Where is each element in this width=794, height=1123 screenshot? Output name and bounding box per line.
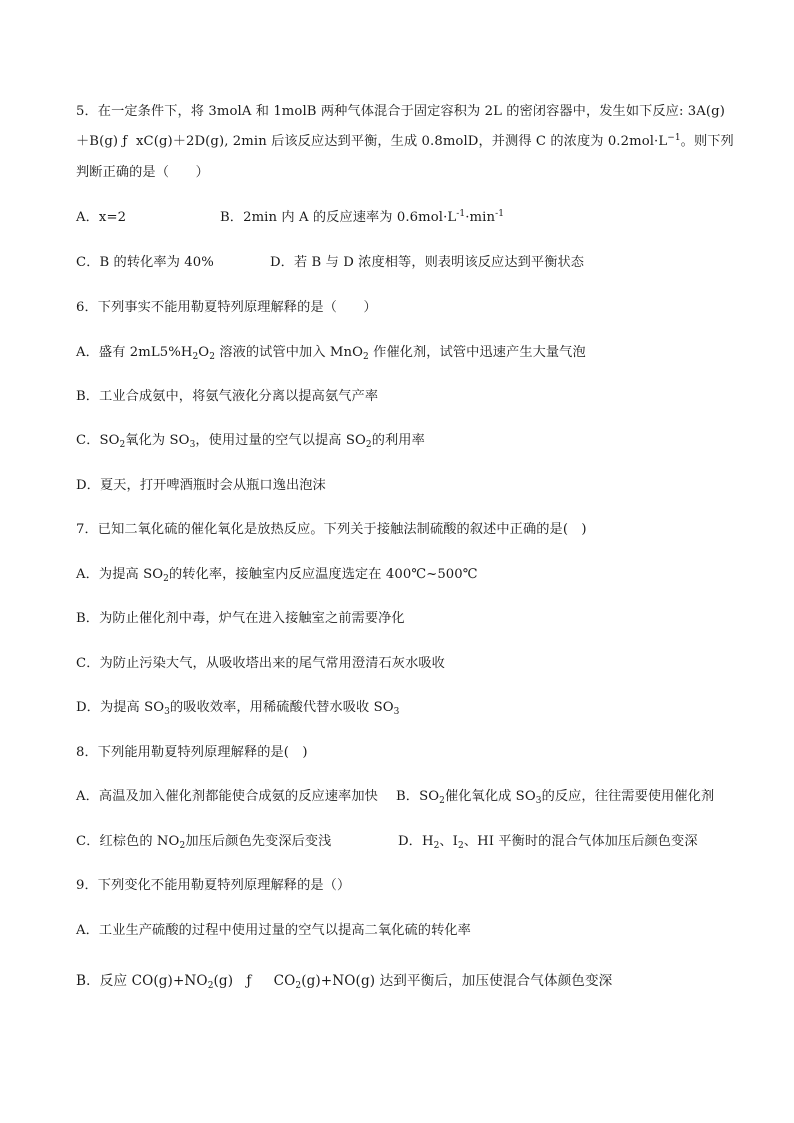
q9-option-b: [76, 972, 734, 990]
q6-option-c-text3: ，使用过量的空气以提高 SO: [195, 433, 366, 448]
q8-option-d-sub2: 2: [458, 841, 464, 851]
q5-stem-text3: 判断正确的是（ ）: [76, 165, 209, 180]
q7-option-c: [76, 655, 734, 673]
q9-option-a-text: A．工业生产硫酸的过程中使用过量的空气以提高二氧化硫的转化率: [76, 923, 471, 938]
q7-option-d-sub1: 3: [164, 707, 170, 717]
q5-option-a: A．x=2: [76, 210, 127, 225]
q8-option-c: [76, 834, 331, 849]
q5-option-b-sup1: -1: [456, 209, 466, 219]
q6-option-a-sub1: 2: [192, 352, 199, 362]
q8-option-b-text2: 催化氧化成 SO: [444, 789, 536, 804]
q7-option-b-text: B．为防止催化剂中毒，炉气在进入接触室之前需要净化: [76, 611, 405, 626]
q5-option-b-text2: ·min: [465, 210, 496, 225]
q7-option-c-text: C．为防止污染大气，从吸收塔出来的尾气常用澄清石灰水吸收: [76, 656, 445, 671]
q6-option-c-sub1: 2: [119, 440, 126, 450]
q6-option-c-sub2: 3: [189, 440, 196, 450]
q7-option-a-text2: 的转化率，接触室内反应温度选定在 400℃~500℃: [168, 567, 478, 582]
q8-options-row1: [76, 788, 734, 806]
q8-option-a: A．高温及加入催化剂都能使合成氨的反应速率加快: [76, 789, 378, 804]
q8-option-c-text2: 加压后颜色先变深后变浅: [185, 834, 332, 849]
q5-stem-line2: [76, 133, 734, 151]
q6-option-a-text3: 溶液的试管中加入 MnO: [215, 345, 364, 360]
q7-option-d: [76, 699, 734, 717]
q8-option-d-text1: D．H: [398, 834, 434, 849]
q5-stem-text2b: 。则下列: [680, 134, 734, 149]
q9-option-b-sub1: 2: [207, 981, 214, 991]
q5-options-row1: [76, 209, 734, 227]
q5-unit-superscript: −1: [667, 133, 681, 143]
q5-stem-line3: [76, 164, 734, 182]
q7-option-a: [76, 566, 734, 584]
q7-stem-text: 7．已知二氧化硫的催化氧化是放热反应。下列关于接触法制硫酸的叙述中正确的是( ): [76, 522, 587, 537]
q8-option-b-text1: B．SO: [396, 789, 440, 804]
q5-option-b-text1: B．2min 内 A 的反应速率为 0.6mol·L: [220, 210, 457, 225]
q5-option-d: D．若 B 与 D 浓度相等，则表明该反应达到平衡状态: [270, 255, 585, 270]
q7-stem: [76, 521, 734, 539]
q7-option-a-text1: A．为提高 SO: [76, 567, 164, 582]
q6-option-a-text2: O: [198, 345, 210, 360]
q8-option-b-text3: 的反应，往往需要使用催化剂: [541, 789, 715, 804]
q8-option-c-sub1: 2: [179, 841, 186, 851]
q7-option-d-sub2: 3: [393, 707, 400, 717]
q6-option-c-text4: 的利用率: [371, 433, 425, 448]
q6-option-a-text1: A．盛有 2mL5%H: [76, 345, 193, 360]
q8-option-b-sub1: 2: [439, 796, 445, 806]
q6-option-d-text: D．夏天，打开啤酒瓶时会从瓶口逸出泡沫: [76, 478, 326, 493]
q6-option-b: [76, 388, 734, 406]
q5-option-b-sup2: -1: [495, 209, 505, 219]
q6-stem-text: 6．下列事实不能用勒夏特列原理解释的是（ ）: [76, 300, 377, 315]
q5-options-row2: [76, 254, 734, 272]
q6-option-a: [76, 344, 734, 362]
q9-option-b-text1: B．反应 CO(g)+NO: [76, 973, 208, 989]
q7-option-b: [76, 610, 734, 628]
q6-option-d: [76, 477, 734, 495]
q6-option-c-sub3: 2: [365, 440, 372, 450]
q6-option-c-text2: 氧化为 SO: [125, 433, 190, 448]
q5-stem-text1: 5．在一定条件下，将 3molA 和 1molB 两种气体混合于固定容积为 2L 的密闭容器中，发生如下反应: 3A(g): [76, 104, 725, 119]
q9-option-b-text3: (g)+NO(g) 达到平衡后，加压使混合气体颜色变深: [301, 973, 613, 989]
q6-option-c: [76, 432, 734, 450]
q6-option-a-sub3: 2: [363, 352, 369, 362]
q8-option-b-sub2: 3: [535, 796, 542, 806]
q5-stem-text2a: ＋B(g) ƒ xC(g)＋2D(g), 2min 后该反应达到平衡，生成 0.8molD，并测得 C 的浓度为 0.2mol·L: [76, 134, 668, 149]
q9-stem-text: 9．下列变化不能用勒夏特列原理解释的是（）: [76, 878, 351, 893]
q6-stem: [76, 299, 734, 317]
q7-option-d-text2: 的吸收效率，用稀硫酸代替水吸收 SO: [170, 700, 394, 715]
q5-stem-line1: [76, 103, 734, 121]
q6-option-a-text4: 作催化剂，试管中迅速产生大量气泡: [368, 345, 586, 360]
q8-option-c-text1: C．红棕色的 NO: [76, 834, 180, 849]
q9-option-a: [76, 922, 734, 940]
q9-option-b-text2: (g) ƒ CO: [213, 973, 296, 989]
q8-stem: [76, 744, 734, 762]
q8-option-d-text2: 、I: [439, 834, 458, 849]
q6-option-a-sub2: 2: [209, 352, 216, 362]
q8-option-d: [398, 833, 698, 851]
q7-option-a-sub1: 2: [163, 574, 169, 584]
q8-option-d-sub1: 2: [433, 841, 440, 851]
q6-option-c-text1: C．SO: [76, 433, 120, 448]
q8-stem-text: 8．下列能用勒夏特列原理解释的是( ): [76, 745, 308, 760]
q8-option-b: [396, 788, 714, 806]
q7-option-d-text1: D．为提高 SO: [76, 700, 165, 715]
q9-option-b-sub2: 2: [295, 981, 302, 991]
q9-stem: [76, 877, 734, 895]
q8-options-row2: [76, 833, 734, 851]
q8-option-d-text3: 、HI 平衡时的混合气体加压后颜色变深: [463, 834, 698, 849]
q6-option-b-text: B．工业合成氨中，将氨气液化分离以提高氨气产率: [76, 389, 379, 404]
q5-option-b: [220, 209, 504, 227]
q5-option-c: C．B 的转化率为 40%: [76, 255, 214, 270]
